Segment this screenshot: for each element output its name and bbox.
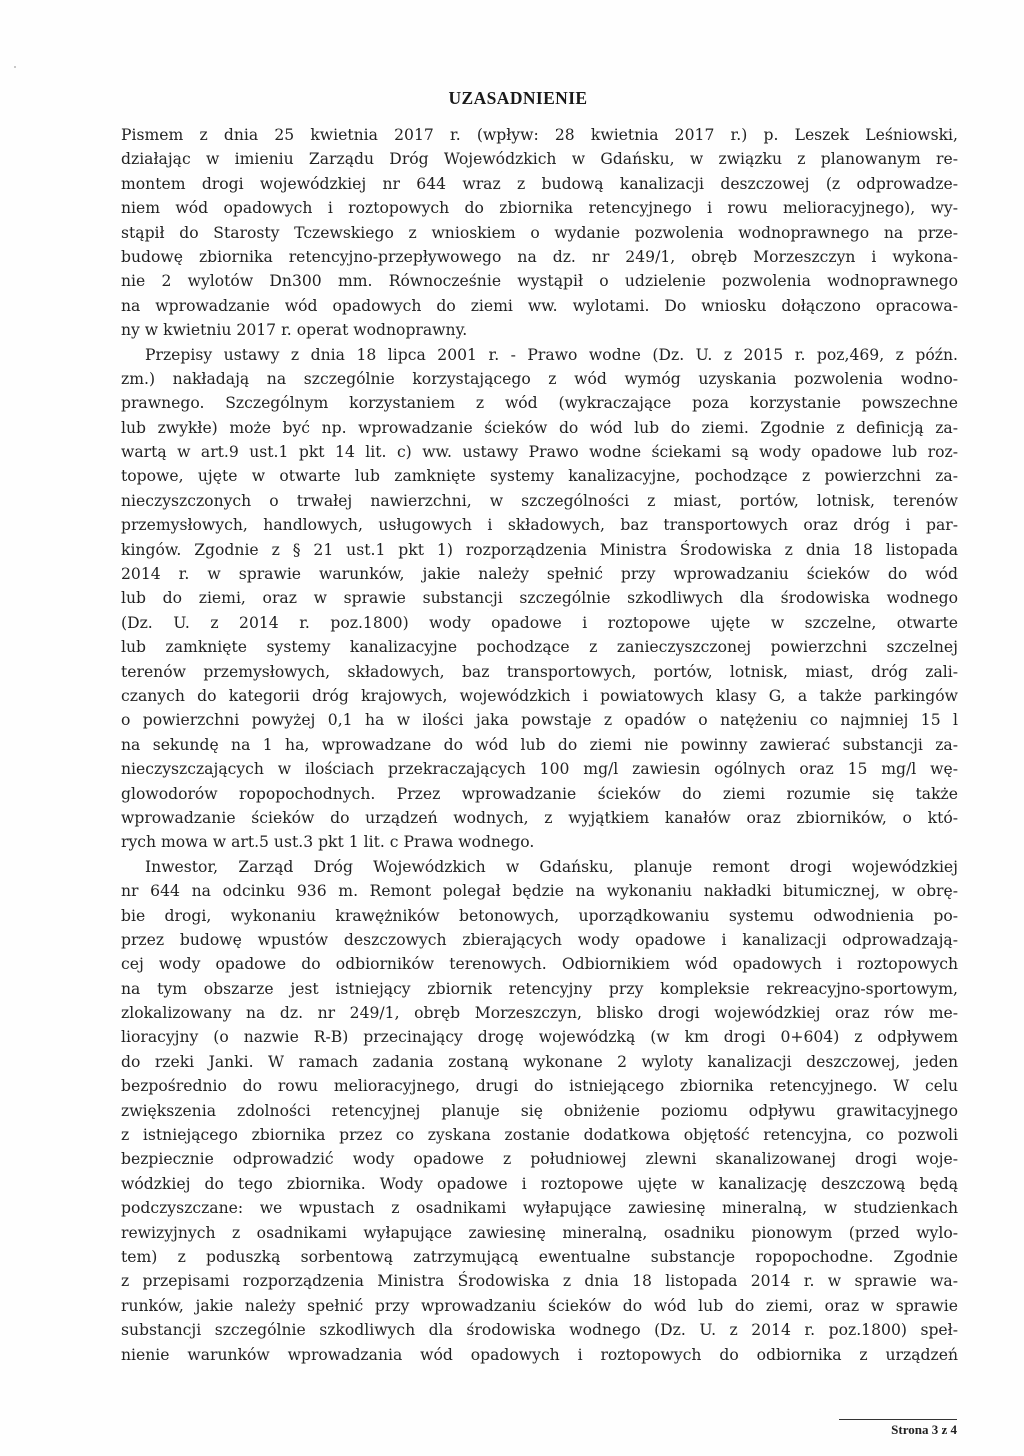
text-line: stąpił do Starosty Tczewskiego z wnioskiem o wydanie pozwolenia wodnoprawnego na prze- [121,223,958,242]
text-line: rewizyjnych z osadnikami wyłapujące zawiesinę mineralną, osadniku pionowym (przed wylo- [121,1223,958,1242]
text-line: bie drogi, wykonaniu krawężników betonowych, uporządkowaniu systemu odwodnienia po- [121,906,958,925]
page-number: Strona 3 z 4 [891,1422,957,1437]
text-line: prawnego. Szczególnym korzystaniem z wód (wykraczające poza korzystanie powszechne [121,394,958,413]
text-line: Inwestor, Zarząd Dróg Wojewódzkich w Gdańsku, planuje remont drogi wojewódzkiej [145,857,958,876]
text-line: wartą w art.9 ust.1 pkt 14 lit. c) ww. ustawy Prawo wodne ściekami są wody opadowe lub roz- [121,443,958,462]
text-line: na tym obszarze jest istniejący zbiornik retencyjny przy kompleksie rekreacyjno-sportowym, [121,979,958,998]
text-line: ny w kwietniu 2017 r. operat wodnoprawny. [121,321,468,340]
text-line: nienie warunków wprowadzania wód opadowych i roztopowych do odbiornika z urządzeń [121,1345,958,1364]
text-line: lub zamknięte systemy kanalizacyjne pochodzące z zanieczyszczonej powierzchni szczelnej [121,638,958,657]
text-line: z istniejącego zbiornika przez co zyskana zostanie dodatkowa objętość retencyjna, co pozwoli [121,1126,958,1145]
text-line: nieczyszczonych o trwałej nawierzchni, w szczególności z miast, portów, lotnisk, terenów [121,491,958,510]
text-line: niem wód opadowych i roztopowych do zbiornika retencyjnego i rowu melioracyjnego), wy- [121,199,958,218]
text-line: wprowadzanie ścieków do urządzeń wodnych, z wyjątkiem kanałów oraz zbiorników, o któ- [121,808,958,827]
text-line: lub zwykłe) może być np. wprowadzanie ścieków do wód lub do ziemi. Zgodnie z definicją za- [121,418,958,437]
document-body [121,123,958,1367]
text-line: przemysłowych, handlowych, usługowych i składowych, baz transportowych oraz dróg i par- [121,516,958,535]
text-line: terenów przemysłowych, składowych, baz transportowych, portów, lotnisk, miast, dróg zali- [121,662,958,681]
text-line: lub do ziemi, oraz w sprawie substancji szczególnie szkodliwych dla środowiska wodnego [121,589,958,608]
text-line: podczyszczane: we wpustach z osadnikami wyłapujące zawiesinę mineralną, w studzienkach [121,1199,958,1218]
text-line: rych mowa w art.5 ust.3 pkt 1 lit. c Prawa wodnego. [121,833,535,852]
text-line: substancji szczególnie szkodliwych dla środowiska wodnego (Dz. U. z 2014 r. poz.1800) speł- [121,1321,958,1340]
text-line: 2014 r. w sprawie warunków, jakie należy spełnić przy wprowadzaniu ścieków do wód [121,565,958,584]
text-line: bezpośrednio do rowu melioracyjnego, drugi do istniejącego zbiornika retencyjnego. W celu [121,1077,958,1096]
text-line: cej wody opadowe do odbiorników terenowych. Odbiornikiem wód opadowych i roztopowych [121,955,958,974]
text-line: z przepisami rozporządzenia Ministra Środowiska z dnia 18 listopada 2014 r. w sprawie wa- [121,1272,958,1291]
text-line: na wprowadzanie wód opadowych do ziemi ww. wylotami. Do wniosku dołączono opracowa- [121,296,958,315]
scan-speck [14,66,16,68]
text-line: nr 644 na odcinku 936 m. Remont polegał będzie na wykonaniu nakładki bitumicznej, w obrę- [121,882,958,901]
text-line: działając w imieniu Zarządu Dróg Wojewódzkich w Gdańsku, w związku z planowanym re- [121,150,958,169]
text-line: zm.) nakładają na szczególnie korzystającego z wód wymóg uzyskania pozwolenia wodno- [121,369,958,388]
text-line: zlokalizowany na dz. nr 249/1, obręb Morzeszczyn, blisko drogi wojewódzkiej oraz rów me- [121,1004,958,1023]
document-title: UZASADNIENIE [448,88,588,108]
text-line: nie 2 wylotów Dn300 mm. Równocześnie wystąpił o udzielenie pozwolenia wodnoprawnego [121,272,958,291]
text-line: na sekundę na 1 ha, wprowadzane do wód lub do ziemi nie powinny zawierać substancji za- [121,735,958,754]
text-line: przez budowę wpustów deszczowych zbierających wody opadowe i kanalizacji odprowadzają- [121,930,958,949]
text-line: glowodorów ropopochodnych. Przez wprowadzanie ścieków do ziemi rozumie się także [121,784,958,803]
text-line: topowe, ujęte w otwarte lub zamknięte systemy kanalizacyjne, pochodzące z powierzchni za- [121,467,958,486]
text-line: czanych do kategorii dróg krajowych, wojewódzkich i powiatowych klasy G, a także parkingów [121,686,958,705]
text-line: (Dz. U. z 2014 r. poz.1800) wody opadowe i roztopowe ujęte w szczelne, otwarte [121,613,958,632]
text-line: kingów. Zgodnie z § 21 ust.1 pkt 1) rozporządzenia Ministra Środowiska z dnia 18 listopada [121,540,958,559]
text-line: do rzeki Janki. W ramach zadania zostaną wykonane 2 wyloty kanalizacji deszczowej, jeden [121,1052,958,1071]
text-line: montem drogi wojewódzkiej nr 644 wraz z budową kanalizacji deszczowej (z odprowadze- [121,174,958,193]
text-line: o powierzchni powyżej 0,1 ha w ilości jaka powstaje z opadów o natężeniu co najmniej 15 l [121,711,958,730]
text-line: zwiększenia zdolności retencyjnej planuje się obniżenie poziomu odpływu grawitacyjnego [121,1101,958,1120]
text-line: runków, jakie należy spełnić przy wprowadzaniu ścieków do wód lub do ziemi, oraz w sprawie [121,1296,958,1315]
text-line: nieczyszczających w ilościach przekraczających 100 mg/l zawiesin ogólnych oraz 15 mg/l wę- [121,760,958,779]
text-line: budowę zbiornika retencyjno-przepływowego na dz. nr 249/1, obręb Morzeszczyn i wykona- [121,247,958,266]
text-line: bezpiecznie odprowadzić wody opadowe z południowej zlewni skanalizowanej drogi woje- [121,1150,958,1169]
text-line: Pismem z dnia 25 kwietnia 2017 r. (wpływ: 28 kwietnia 2017 r.) p. Leszek Leśniowski, [121,126,958,144]
text-line: Przepisy ustawy z dnia 18 lipca 2001 r. - Prawo wodne (Dz. U. z 2015 r. poz,469, z późn. [145,345,958,364]
text-line: wódzkiej do tego zbiornika. Wody opadowe i roztopowe ujęte w kanalizację deszczową będą [121,1174,958,1193]
footer-rule [839,1419,957,1420]
text-line: tem) z poduszką sorbentową zatrzymującą ewentualne substancje ropopochodne. Zgodnie [121,1247,958,1266]
text-line: lioracyjny (o nazwie R-B) przecinający drogę wojewódzką (w km drogi 0+604) z odpływem [121,1028,958,1047]
